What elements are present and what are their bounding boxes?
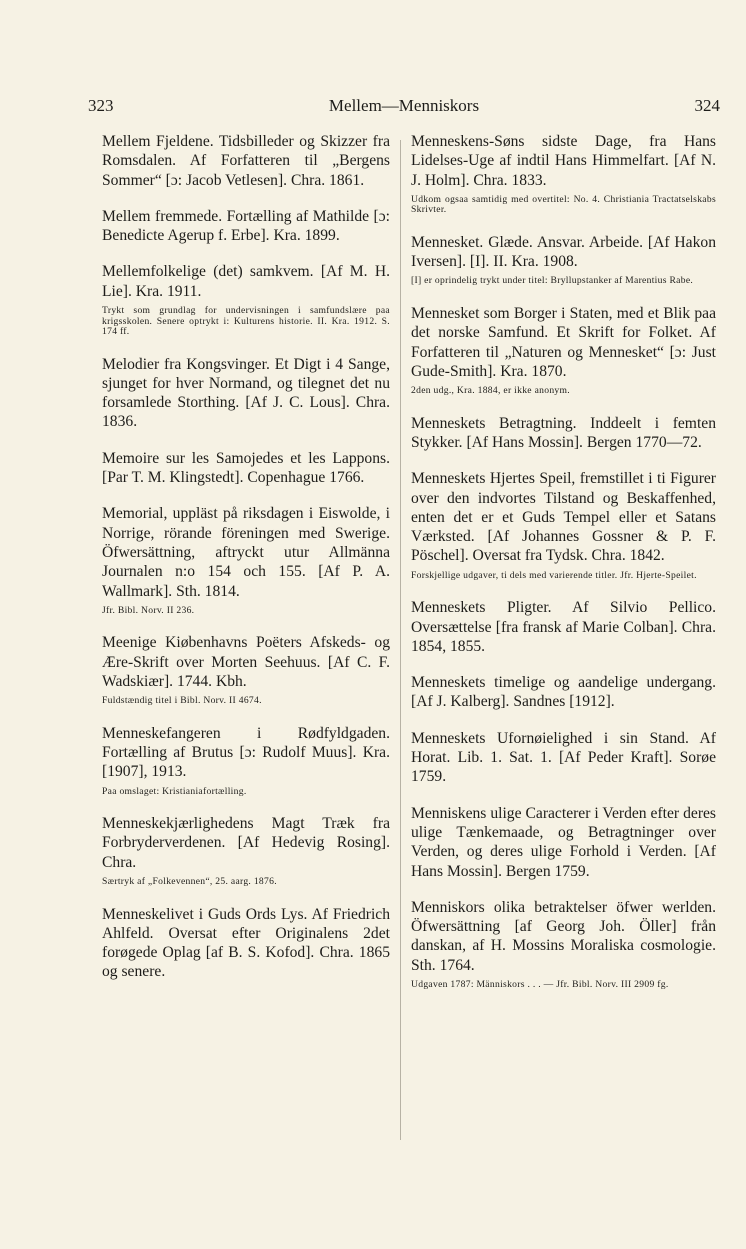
entry-note: Jfr. Bibl. Norv. II 236. bbox=[102, 604, 195, 616]
page-header bbox=[88, 96, 720, 118]
entry-note: Forskjellige udgaver, ti dels med varierende titler. Jfr. Hjerte-Speilet. bbox=[411, 569, 697, 581]
catalog-entry: Menneskets timelige og aandelige undergang. [Af J. Kalberg]. Sandnes [1912]. bbox=[411, 674, 716, 711]
entry-note: Fuldstændig titel i Bibl. Norv. II 4674. bbox=[102, 695, 262, 707]
catalog-entry: Memoire sur les Samojedes et les Lappons. [Par T. M. Klingstedt]. Copenhague 1766. bbox=[102, 449, 390, 487]
catalog-entry: Menneskefangeren i Rødfyldgaden. Fortælling af Brutus [ɔ: Rudolf Muus]. Kra. [1907], 1913. Paa omslaget: Kristianiafortælling. bbox=[102, 724, 390, 797]
catalog-entry: Menneskekjærlighedens Magt Træk fra Forbryderverdenen. [Af Hedevig Rosing]. Chra. Særtryk af „Folkevennen“, 25. aarg. 1876. bbox=[102, 815, 390, 888]
catalog-entry: Menneskets Betragtning. Inddeelt i femten Stykker. [Af Hans Mossin]. Bergen 1770—72. bbox=[411, 414, 716, 451]
catalog-entry: Mellem fremmede. Fortælling af Mathilde [ɔ: Benedicte Agerup f. Erbe]. Kra. 1899. bbox=[102, 207, 390, 245]
catalog-entry: Menneskets Ufornøielighed i sin Stand. Af Horat. Lib. 1. Sat. 1. [Af Peder Kraft]. Sorøe 1759. bbox=[411, 729, 716, 786]
column-divider bbox=[400, 140, 401, 1140]
entry-note: Udgaven 1787: Människors . . . — Jfr. Bibl. Norv. III 2909 fg. bbox=[411, 979, 669, 990]
running-title: Mellem—Menniskors bbox=[328, 96, 480, 115]
catalog-entry: Mennesket. Glæde. Ansvar. Arbeide. [Af Hakon Iversen]. [I]. II. Kra. 1908. [I] er oprindelig trykt under titel: Bryllupstanker af Marentius Rabe. bbox=[411, 233, 716, 287]
entry-note: Trykt som grundlag for undervisningen i samfundslære paa krigsskolen. Senere optrykt i: Kulturens historie. II. Kra. 1912. S. 174 ff. bbox=[102, 305, 390, 338]
catalog-entry: Meenige Kiøbenhavns Poëters Afskeds- og Ære-Skrift over Morten Seehuus. [Af C. F. Wadskiær]. 1744. Kbh. Fuldstændig titel i Bibl. Norv. II 4674. bbox=[102, 634, 390, 707]
catalog-entry: Menneskets Hjertes Speil, fremstillet i ti Figurer over den indvortes Tilstand og Beskaffenhed, enten det er et Guds Tempel eller et Satans Værksted. [Af Johannes Gossner & P. F. Pöschel]. Oversat fra Tydsk. Chra. 1842. Forskjellige udgaver, ti dels med varierende titler. Jfr. Hjerte-Speilet. bbox=[411, 470, 716, 581]
entry-note: [I] er oprindelig trykt under titel: Bryllupstanker af Marentius Rabe. bbox=[411, 275, 694, 287]
catalog-entry: Menniskors olika betraktelser öfwer werlden. Öfwersättning [af Georg Joh. Öller] från danskan, af H. Mossins Moraliska cosmologie. Sth. 1764. Udgaven 1787: Människors . . . — Jfr. Bibl. Norv. III 2909 fg. bbox=[411, 898, 716, 990]
right-page-number: 324 bbox=[694, 96, 720, 115]
left-column bbox=[102, 132, 390, 999]
catalog-entry: Memorial, uppläst på riksdagen i Eiswolde, i Norrige, rörande föreningen med Swerige. Öfwersättning, aftryckt utur Allmänna Journalen n:o 154 och 155. [Af P. A. Wallmark]. Sth. 1814. Jfr. Bibl. Norv. II 236. bbox=[102, 505, 390, 616]
entry-note: Særtryk af „Folkevennen“, 25. aarg. 1876. bbox=[102, 876, 277, 888]
catalog-entry: Mellemfolkelige (det) samkvem. [Af M. H. Lie]. Kra. 1911. Trykt som grundlag for undervisningen i samfundslære paa krigsskolen. Senere optrykt i: Kulturens historie. II. Kra. 1912. S. 174 ff. bbox=[102, 263, 390, 338]
left-page-number: 323 bbox=[88, 96, 114, 115]
catalog-entry: Melodier fra Kongsvinger. Et Digt i 4 Sange, sjunget for hver Normand, og tilegnet det nu forsamlede Storthing. [Af J. C. Lous]. Chra. 1836. bbox=[102, 355, 390, 431]
catalog-entry: Mellem Fjeldene. Tidsbilleder og Skizzer fra Romsdalen. Af Forfatteren til „Bergens Sommer“ [ɔ: Jacob Vetlesen]. Chra. 1861. bbox=[102, 133, 390, 189]
entry-note: Paa omslaget: Kristianiafortælling. bbox=[102, 785, 247, 797]
catalog-entry: Mennesket som Borger i Staten, med et Blik paa det norske Samfund. Et Skrift for Folket. Af Forfatteren til „Naturen og Mennesket“ [ɔ: Just Gude-Smith]. Kra. 1870. 2den udg., Kra. 1884, er ikke anonym. bbox=[411, 304, 716, 397]
entry-note: 2den udg., Kra. 1884, er ikke anonym. bbox=[411, 385, 570, 397]
catalog-entry: Menneskets Pligter. Af Silvio Pellico. Oversættelse [fra fransk af Marie Colban]. Chra. 1854, 1855. bbox=[411, 599, 716, 655]
right-column bbox=[411, 132, 716, 1008]
entry-note: Udkom ogsaa samtidig med overtitel: No. 4. Christiania Tractatselskabs Skrivter. bbox=[411, 193, 716, 216]
catalog-entry: Menneskelivet i Guds Ords Lys. Af Friedrich Ahlfeld. Oversat efter Originalens 2det forøgede Oplag [af B. S. Kofod]. Chra. 1865 og senere. bbox=[102, 905, 390, 981]
catalog-entry: Menniskens ulige Caracterer i Verden efter deres ulige Tænkemaade, og Betragtninger over Verden, og deres ulige Forhold i Verden. [Af Hans Mossin]. Bergen 1759. bbox=[411, 804, 716, 880]
catalog-entry: Menneskens-Søns sidste Dage, fra Hans Lidelses-Uge af indtil Hans Himmelfart. [Af N. J. Holm]. Chra. 1833. Udkom ogsaa samtidig med overtitel: No. 4. Christiania Tractatselskabs Skrivter. bbox=[411, 133, 716, 216]
